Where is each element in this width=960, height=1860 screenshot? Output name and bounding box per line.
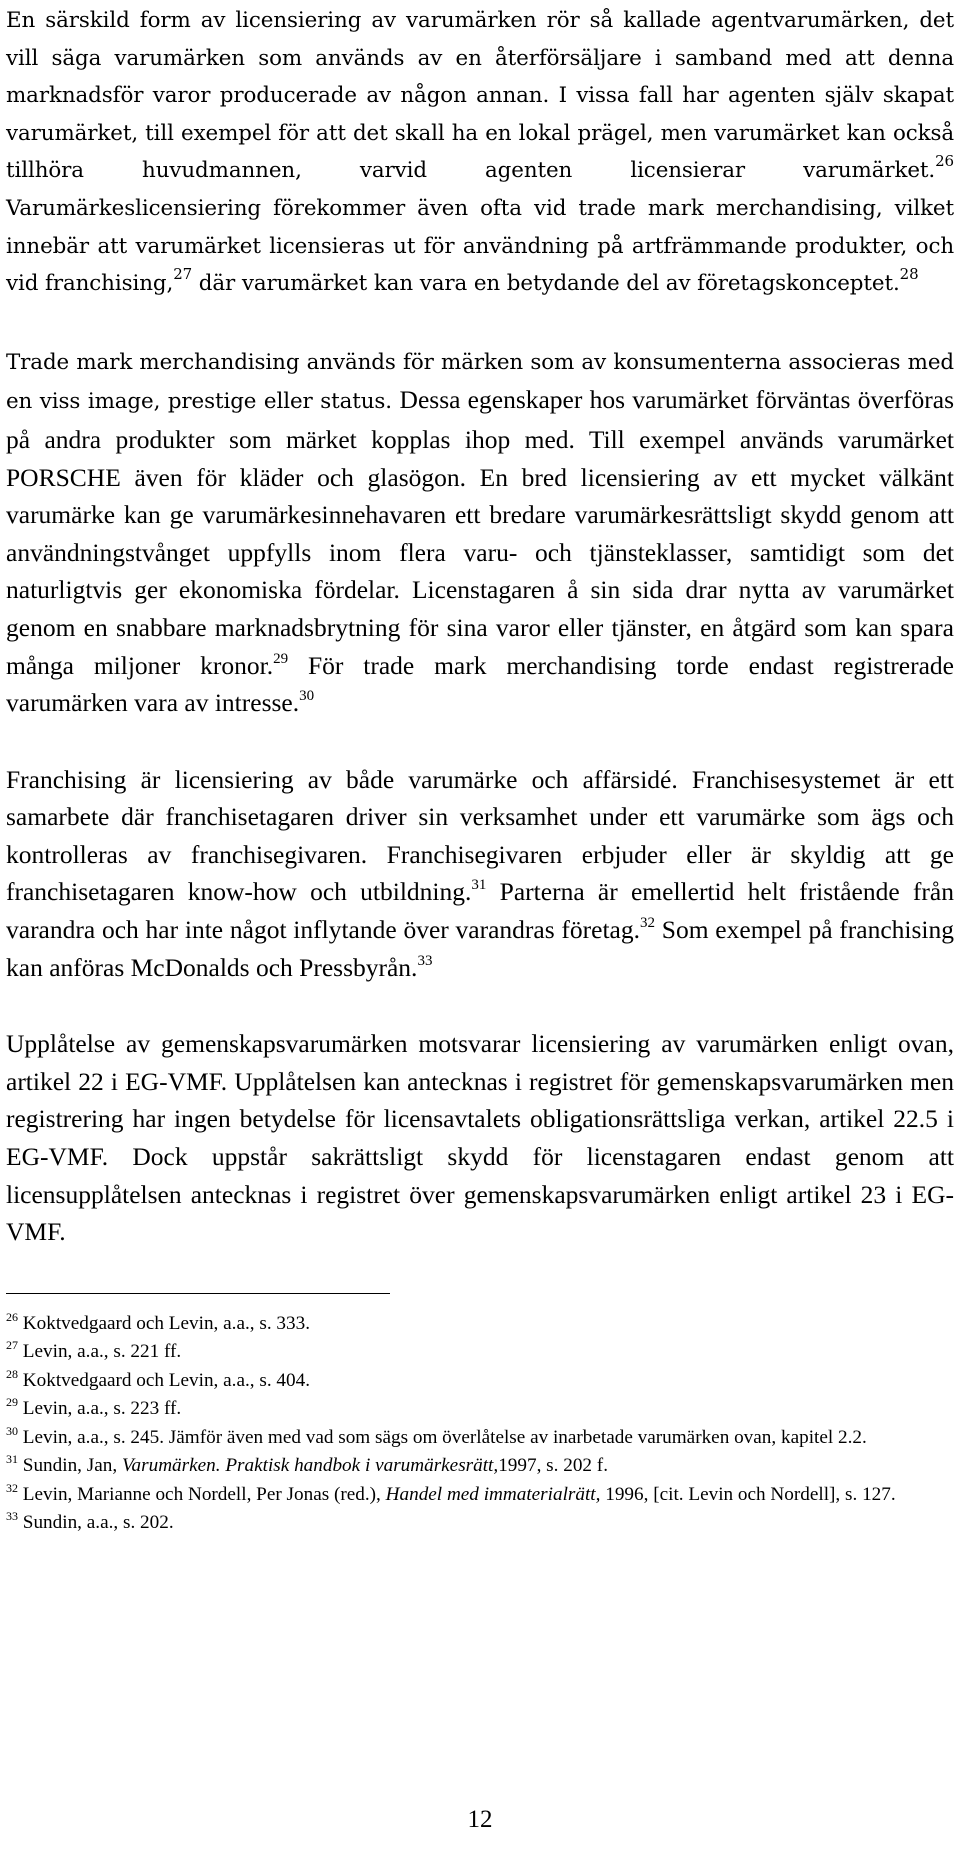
footnotes	[6, 1310, 954, 1538]
footnote-ref-32: 32	[640, 915, 655, 932]
footnote-text: Levin, a.a., s. 221 ff.	[18, 1341, 182, 1363]
footnote-ref-27: 27	[173, 265, 193, 284]
footnote-28	[6, 1367, 954, 1396]
footnote-text: Sundin, Jan,	[18, 1455, 122, 1477]
footnote-ref-30: 30	[299, 688, 315, 705]
footnote-number: 30	[6, 1423, 18, 1438]
footnote-text: Levin, a.a., s. 223 ff.	[18, 1398, 182, 1420]
paragraph-agent-trademarks	[6, 2, 954, 303]
text-run: Trade mark merchandising används för märken som av konsumenterna associeras med en viss image, prestige eller status.	[6, 349, 954, 415]
footnote-number: 28	[6, 1366, 18, 1381]
paragraph-community-trademarks	[6, 1025, 954, 1251]
footnote-separator	[6, 1293, 390, 1294]
footnote-title: Handel med immaterialrätt,	[385, 1483, 601, 1505]
footnote-number: 27	[6, 1338, 18, 1353]
text-run: Franchising är licensiering av både varumärke och affärsidé. Franchisesystemet är ett samarbete där franchisetagaren driver sin verksamhet under ett varumärke som ägs och kontrolleras av franchisegivaren. Franchisegivaren erbjuder eller är skyldig att ge franchisetagaren know-how och utbildning.	[6, 764, 954, 907]
footnote-ref-29: 29	[273, 650, 289, 667]
text-run: Upplåtelse av gemenskapsvarumärken motsvarar licensiering av varumärken enligt ovan, artikel 22 i EG-VMF. Upplåtelsen kan antecknas i registret för gemenskapsvarumärken men registrering har ingen betydelse för licensavtalets obligationsrättsliga verkan, artikel 22.5 i EG-VMF. Dock uppstår sakrättsligt skydd för licenstagaren endast genom att licensupplåtelsen antecknas i registret över gemenskapsvarumärken enligt artikel 23 i EG-VMF.	[6, 1029, 954, 1247]
footnote-29	[6, 1395, 954, 1424]
footnote-ref-28: 28	[899, 265, 919, 284]
text-run: Parterna är emellertid helt fristående från varandra och har inte något inflytande över varandras företag.	[6, 877, 954, 945]
footnote-number: 31	[6, 1452, 18, 1467]
footnote-32	[6, 1481, 954, 1510]
page-number: 12	[467, 1806, 493, 1833]
footnote-26	[6, 1310, 954, 1339]
text-run: Varumärkeslicensiering förekommer även ofta vid trade mark merchandising, vilket innebär att varumärket licensieras ut för användning på artfrämmande produkter, och vid franchising,	[6, 195, 954, 297]
text-run: där varumärket kan vara en betydande del av företagskonceptet.	[192, 271, 900, 297]
footnote-ref-26: 26	[935, 152, 954, 171]
footnote-text: 1996, [cit. Levin och Nordell], s. 127.	[600, 1483, 896, 1505]
footnote-ref-31: 31	[471, 877, 487, 894]
footnote-text: Levin, a.a., s. 245. Jämför även med vad som sägs om överlåtelse av inarbetade varumärken ovan, kapitel 2.2.	[18, 1426, 867, 1448]
footnote-number: 32	[6, 1480, 18, 1495]
text-run: Dessa egenskaper hos varumärket förväntas överföras på andra produkter som märket kopplas ihop med. Till exempel används varumärket PORSCHE även för kläder och glasögon. En bred licensiering av ett mycket välkänt varumärke kan ge varumärkesinnehavaren ett bredare varumärkesrättsligt skydd genom att användningstvånget uppfylls inom flera varu- och tjänsteklasser, samtidigt som det naturligtvis ger ekonomiska fördelar. Licenstagaren å sin sida drar nytta av varumärket genom en snabbare marknadsbrytning för sina varor eller tjänster, en åtgärd som kan spara många miljoner kronor.	[6, 385, 954, 680]
footnote-text: Levin, Marianne och Nordell, Per Jonas (red.),	[18, 1483, 386, 1505]
footnote-number: 26	[6, 1309, 18, 1324]
footnote-30	[6, 1424, 954, 1453]
footnote-text: Koktvedgaard och Levin, a.a., s. 333.	[18, 1312, 310, 1334]
footnote-text: 1997, s. 202 f.	[498, 1455, 608, 1477]
text-run: För trade mark merchandising torde endast registrerade varumärken vara av intresse.	[6, 650, 954, 718]
footnote-33	[6, 1509, 954, 1538]
footnote-27	[6, 1338, 954, 1367]
footnote-number: 33	[6, 1509, 18, 1524]
body-text	[6, 2, 954, 1538]
footnote-ref-33: 33	[417, 952, 433, 969]
paragraph-merchandising	[6, 342, 954, 722]
footnote-text: Koktvedgaard och Levin, a.a., s. 404.	[18, 1369, 310, 1391]
footnote-title: Varumärken. Praktisk handbok i varumärkesrätt,	[121, 1455, 499, 1477]
footnote-text: Sundin, a.a., s. 202.	[18, 1512, 174, 1534]
paragraph-franchising	[6, 761, 954, 987]
footnote-number: 29	[6, 1395, 18, 1410]
text-run: Som exempel på franchising kan anföras McDonalds och Pressbyrån.	[6, 915, 954, 982]
footnote-31	[6, 1452, 954, 1481]
text-run: En särskild form av licensiering av varumärken rör så kallade agentvarumärken, det vill säga varumärken som används av en återförsäljare i samband med att denna marknadsför varor producerade av någon annan. I vissa fall har agenten själv skapat varumärket, till exempel för att det skall ha en lokal prägel, men varumärket kan också tillhöra huvudmannen, varvid agenten licensierar varumärket.	[6, 8, 954, 184]
